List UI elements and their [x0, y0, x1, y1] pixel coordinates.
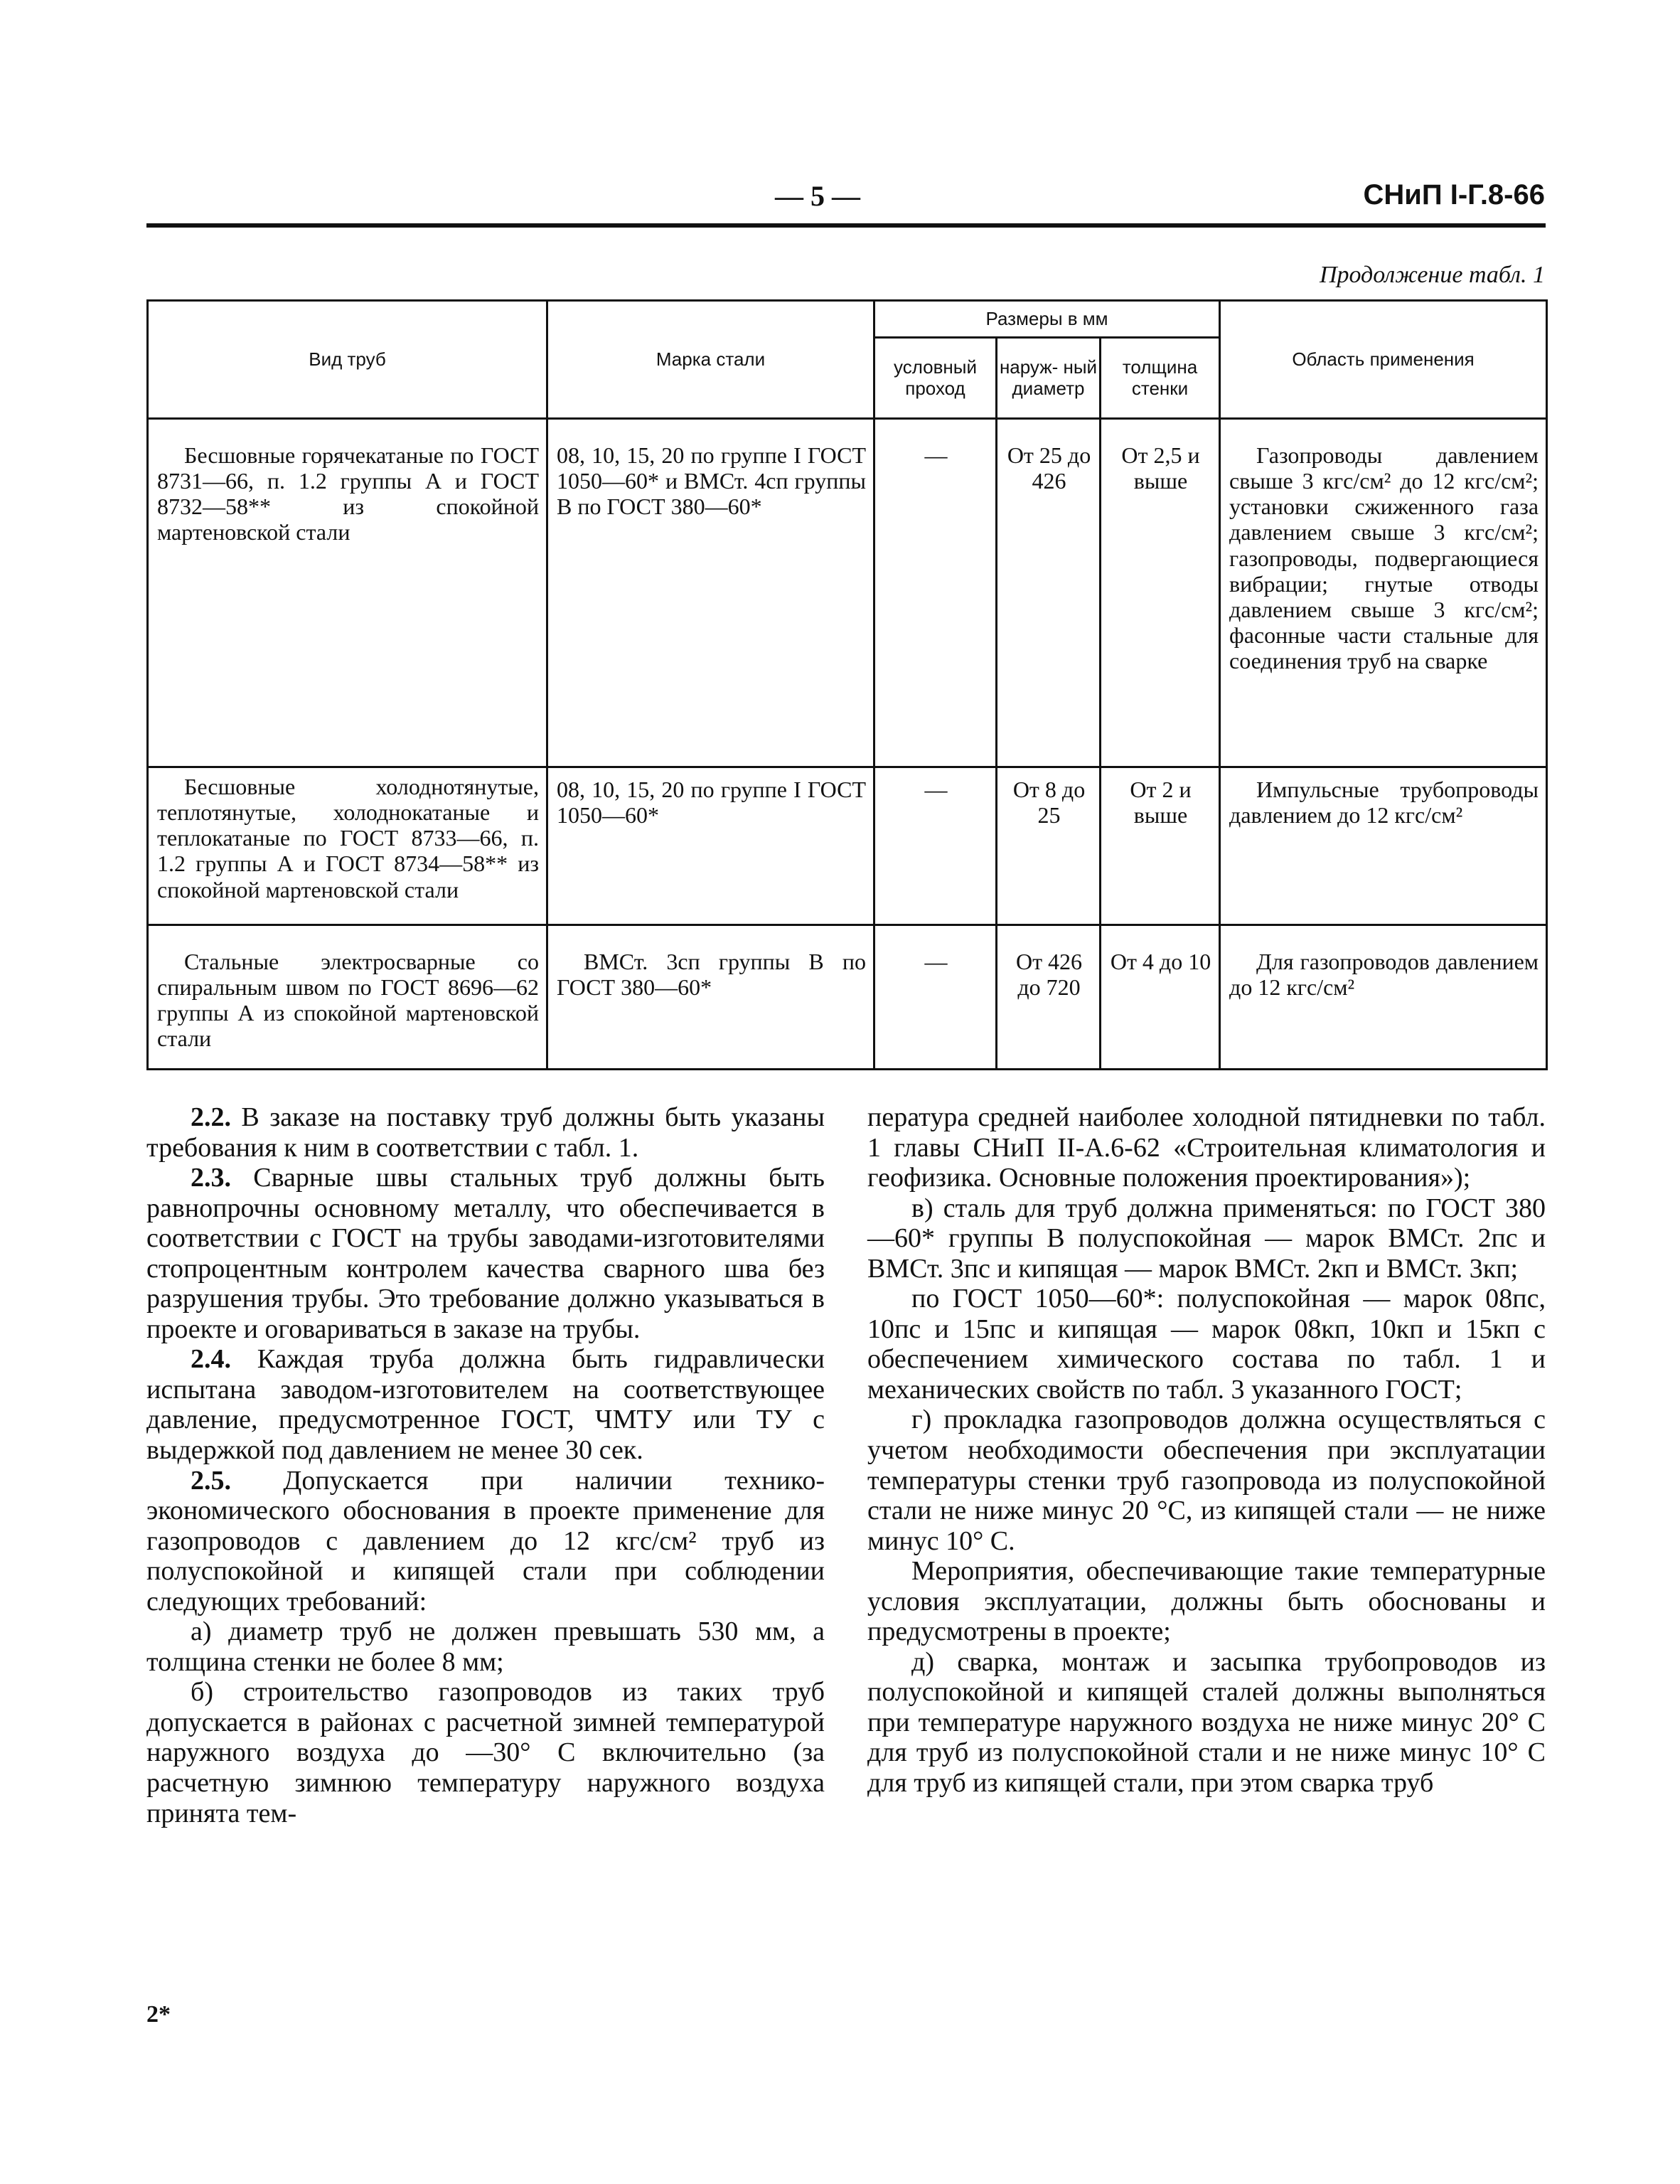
cell-outer-diameter: От 8 до 25	[997, 767, 1101, 925]
paragraph: 2.3. Сварные швы стальных труб должны быть равнопрочны основному металлу, что обеспечивается в соответствии с ГОСТ на трубы заводами-изготовителями стопроцентным контролем качества сварного шва без разрушения трубы. Это требование должно указываться в проекте и оговариваться в заказе на трубы.	[146, 1163, 825, 1344]
paragraph: д) сварка, монтаж и засыпка трубопроводов из полуспокойной и кипящей сталей должны выполняться при температуре наружного воздуха не ниже минус 20° С для труб из полуспокойной стали и не ниже минус 10° С для труб из кипящей стали, при этом сварка труб	[867, 1646, 1546, 1799]
cell-nominal-bore: —	[874, 767, 997, 925]
signature-mark: 2*	[146, 2001, 171, 2028]
document-code: СНиП І-Г.8-66	[1363, 179, 1545, 211]
header-rule	[146, 223, 1546, 228]
cell-pipe-type: Бесшовные горячекатаные по ГОСТ 8731—66, п. 1.2 группы А и ГОСТ 8732—58** из спокойной мартеновской стали	[148, 419, 547, 767]
pipe-specification-table	[146, 299, 1548, 1070]
table-continuation-note: Продолжение табл. 1	[1319, 262, 1545, 288]
cell-steel-grade: ВМСт. 3сп группы В по ГОСТ 380—60*	[547, 925, 874, 1070]
table-row	[148, 767, 1547, 925]
cell-application: Газопроводы давлением свыше 3 кгс/см² до 12 кгс/см²; установки сжиженного газа давлением свыше 3 кгс/см²; газопроводы, подвергающиеся вибрации; гнутые отводы давлением свыше 3 кгс/см²; фасонные части стальные для соединения труб на сварке	[1220, 419, 1547, 767]
cell-pipe-type: Стальные электросварные со спиральным швом по ГОСТ 8696—62 группы А из спокойной мартеновской стали	[148, 925, 547, 1070]
header-nominal-bore: условный проход	[874, 338, 997, 419]
cell-nominal-bore: —	[874, 925, 997, 1070]
cell-application: Для газопроводов давлением до 12 кгс/см²	[1220, 925, 1547, 1070]
cell-outer-diameter: От 426 до 720	[997, 925, 1101, 1070]
cell-wall-thickness: От 2,5 и выше	[1101, 419, 1220, 767]
header-outer-diameter: наруж- ный диаметр	[997, 338, 1101, 419]
header-wall-thickness: толщина стенки	[1101, 338, 1220, 419]
table-row	[148, 419, 1547, 767]
cell-application: Импульсные трубопроводы давлением до 12 кгс/см²	[1220, 767, 1547, 925]
paragraph: а) диаметр труб не должен превышать 530 мм, а толщина стенки не более 8 мм;	[146, 1616, 825, 1677]
header-sizes-group: Размеры в мм	[874, 301, 1220, 338]
cell-steel-grade: 08, 10, 15, 20 по группе I ГОСТ 1050—60* и ВМСт. 4сп группы В по ГОСТ 380—60*	[547, 419, 874, 767]
paragraph: Мероприятия, обеспечивающие такие температурные условия эксплуатации, должны быть обоснованы и предусмотрены в проекте;	[867, 1556, 1546, 1647]
paragraph: по ГОСТ 1050—60*: полуспокойная — марок 08пс, 10пс и 15пс и кипящая — марок 08кп, 10кп и 15кп с обеспечением химического состава по табл. 1 и механических свойств по табл. 3 указанного ГОСТ;	[867, 1284, 1546, 1405]
cell-wall-thickness: От 4 до 10	[1101, 925, 1220, 1070]
table-row	[148, 925, 1547, 1070]
paragraph: в) сталь для труб должна применяться: по ГОСТ 380—60* группы В полуспокойная — марок ВМСт. 2пс и ВМСт. 3пс и кипящая — марок ВМСт. 2кп и ВМСт. 3кп;	[867, 1193, 1546, 1284]
paragraph: б) строительство газопроводов из таких труб допускается в районах с расчетной зимней температурой наружного воздуха до —30° С включительно (за расчетную зимнюю температуру наружного воздуха принята тем-	[146, 1677, 825, 1828]
header-pipe-type: Вид труб	[148, 301, 547, 419]
paragraph: пература средней наиболее холодной пятидневки по табл. 1 главы СНиП II-А.6-62 «Строительная климатология и геофизика. Основные положения проектирования»);	[867, 1102, 1546, 1193]
page-number: — 5 —	[775, 180, 860, 212]
cell-steel-grade: 08, 10, 15, 20 по группе I ГОСТ 1050—60*	[547, 767, 874, 925]
body-right-column	[867, 1102, 1546, 1799]
cell-outer-diameter: От 25 до 426	[997, 419, 1101, 767]
table-header-row	[148, 301, 1547, 338]
paragraph: г) прокладка газопроводов должна осуществляться с учетом необходимости обеспечения при эксплуатации температуры стенки труб газопровода из полуспокойной стали не ниже минус 20 °С, из кипящей стали — не ниже минус 10° С.	[867, 1405, 1546, 1556]
header-application: Область применения	[1220, 301, 1547, 419]
cell-pipe-type: Бесшовные холоднотянутые, теплотянутые, холоднокатаные и теплокатаные по ГОСТ 8733—66, п. 1.2 группы А и ГОСТ 8734—58** из спокойной мартеновской стали	[148, 767, 547, 925]
cell-wall-thickness: От 2 и выше	[1101, 767, 1220, 925]
paragraph: 2.4. Каждая труба должна быть гидравлически испытана заводом-изготовителем на соответствующее давление, предусмотренное ГОСТ, ЧМТУ или ТУ с выдержкой под давлением не менее 30 сек.	[146, 1344, 825, 1466]
header-steel-grade: Марка стали	[547, 301, 874, 419]
paragraph: 2.5. Допускается при наличии технико-экономического обоснования в проекте применение для газопроводов с давлением до 12 кгс/см² труб из полуспокойной и кипящей стали при соблюдении следующих требований:	[146, 1465, 825, 1616]
cell-nominal-bore: —	[874, 419, 997, 767]
body-left-column	[146, 1102, 825, 1828]
paragraph: 2.2. В заказе на поставку труб должны быть указаны требования к ним в соответствии с табл. 1.	[146, 1102, 825, 1163]
